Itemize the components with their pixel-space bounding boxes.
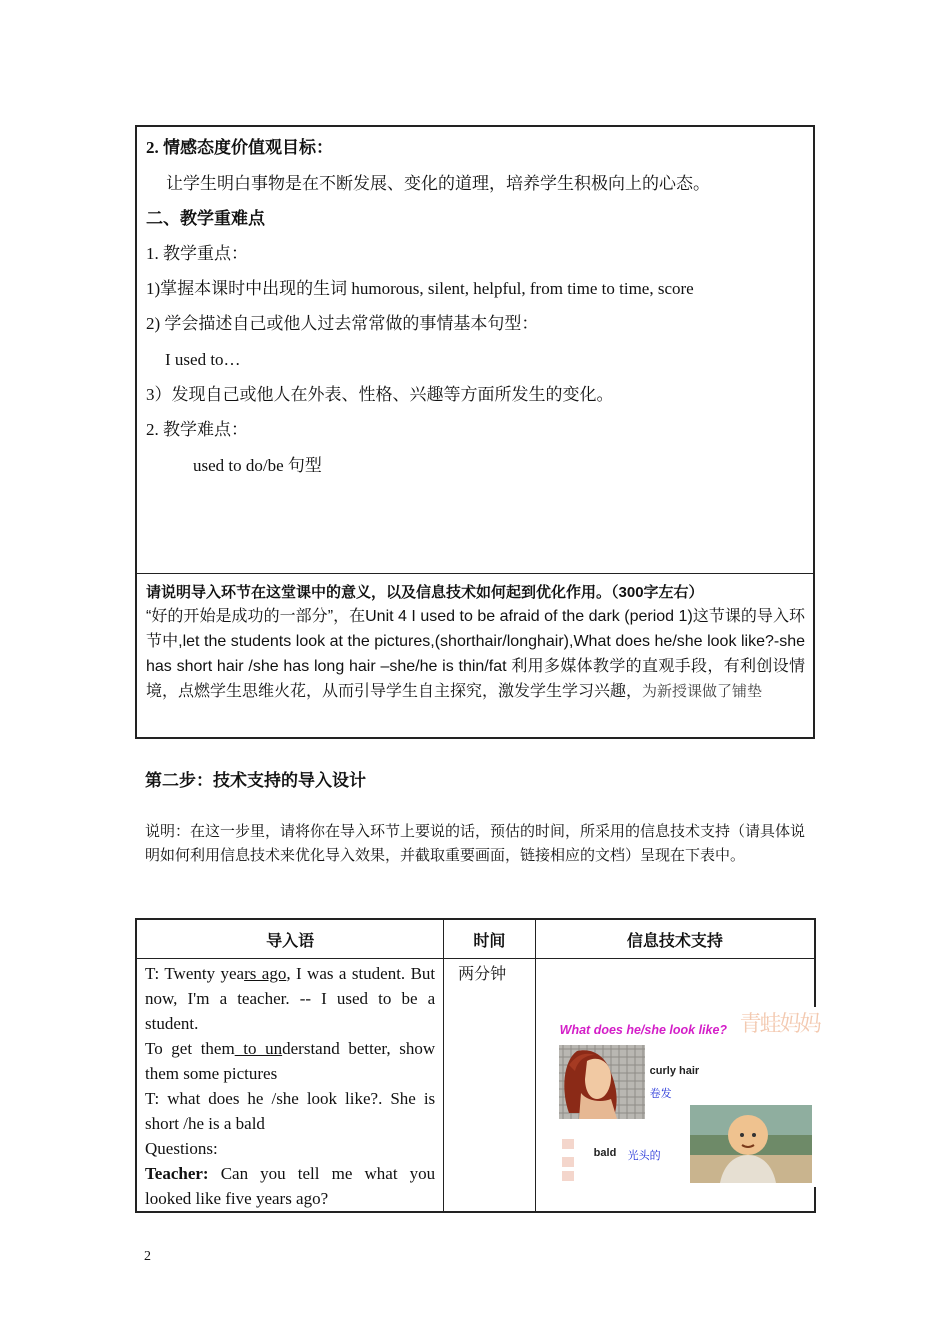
emotion-goal-text: 让学生明白事物是在不断发展、变化的道理，培养学生积极向上的心态。 — [166, 174, 710, 193]
difficulty-text: used to do/be 句型 — [193, 456, 322, 475]
key-point-1: 1)掌握本课时中出现的生词 humorous, silent, helpful, from time to time, score — [146, 279, 694, 298]
header-intro-speech: 导入语 — [136, 919, 444, 959]
key-point-3: 3）发现自己或他人在外表、性格、兴趣等方面所发生的变化。 — [146, 385, 614, 404]
slide-title: What does he/she look like? — [559, 1023, 728, 1037]
table-row — [136, 959, 815, 1213]
page-number: 2 — [144, 1249, 151, 1264]
step2-title: 第二步：技术支持的导入设计 — [145, 771, 366, 790]
it-support-cell — [535, 959, 820, 1213]
curly-hair-woman-image — [559, 1045, 645, 1119]
speech-paragraph-2: To get them to understand better, show them some pictures — [145, 1039, 436, 1083]
speech-paragraph-4: Teacher: Can you tell me what you looked like five years ago? — [145, 1164, 436, 1208]
intro-design-table — [135, 918, 820, 1213]
speech-paragraph-3: T: what does he /she look like?. She is short /he is a bald — [145, 1089, 436, 1133]
time-cell: 两分钟 — [444, 959, 536, 1213]
significance-answer — [146, 604, 805, 704]
header-time: 时间 — [444, 919, 536, 959]
objectives-section — [137, 127, 813, 574]
intro-speech-cell — [136, 959, 444, 1213]
intro-significance-section — [137, 574, 813, 737]
bald-cn-label: 光头的 — [627, 1149, 661, 1162]
significance-answer-main: “好的开始是成功的一部分”，在Unit 4 I used to be afraid of the dark (period 1)这节课的导入环节中,let the students look at the pictures,(shorthair/longhair),What does he/she look like?-she has short hair /she has long hair –she/he is thin/fat 利用多媒体教学的直观手段，有利创设情境，点燃学生思维火花，从而引导学生自主探究，激发学生学习兴趣， — [146, 608, 805, 700]
curly-hair-label: curly hair — [649, 1065, 700, 1077]
difficulty-label: 2. 教学难点： — [146, 420, 248, 439]
key-point-2-pattern: I used to… — [165, 350, 241, 369]
significance-answer-tail: 为新授课做了铺垫 — [642, 682, 763, 700]
slide-bullet — [562, 1139, 574, 1149]
speech-questions-label: Questions: — [145, 1139, 218, 1158]
key-point-2: 2) 学会描述自己或他人过去常常做的事情基本句型： — [146, 314, 539, 333]
table-header-row — [136, 919, 815, 959]
bald-boy-image — [690, 1105, 812, 1183]
slide-bullet — [562, 1157, 574, 1167]
slide-screenshot — [556, 1007, 818, 1187]
curly-hair-cn-label: 卷发 — [649, 1087, 672, 1100]
step2-explanation: 说明：在这一步里，请将你在导入环节上要说的话，预估的时间，所采用的信息技术支持（请具体说明如何利用信息技术来优化导入效果，并截取重要画面，链接相应的文档）呈现在下表中。 — [145, 823, 806, 864]
significance-question: 请说明导入环节在这堂课中的意义，以及信息技术如何起到优化作用。（300字左右） — [146, 584, 704, 601]
key-point-label: 1. 教学重点： — [146, 244, 248, 263]
header-it-support: 信息技术支持 — [535, 919, 815, 959]
objectives-box — [135, 125, 815, 739]
slide-watermark: 青蛙妈妈 — [739, 1012, 820, 1037]
emotion-goal-heading: 2. 情感态度价值观目标： — [146, 138, 333, 157]
key-points-heading: 二、教学重难点 — [146, 209, 265, 228]
speech-paragraph-1: T: Twenty years ago, I was a student. But now, I'm a teacher. -- I used to be a student. — [145, 964, 436, 1033]
bald-label: bald — [593, 1147, 617, 1159]
slide-bullet — [562, 1171, 574, 1181]
